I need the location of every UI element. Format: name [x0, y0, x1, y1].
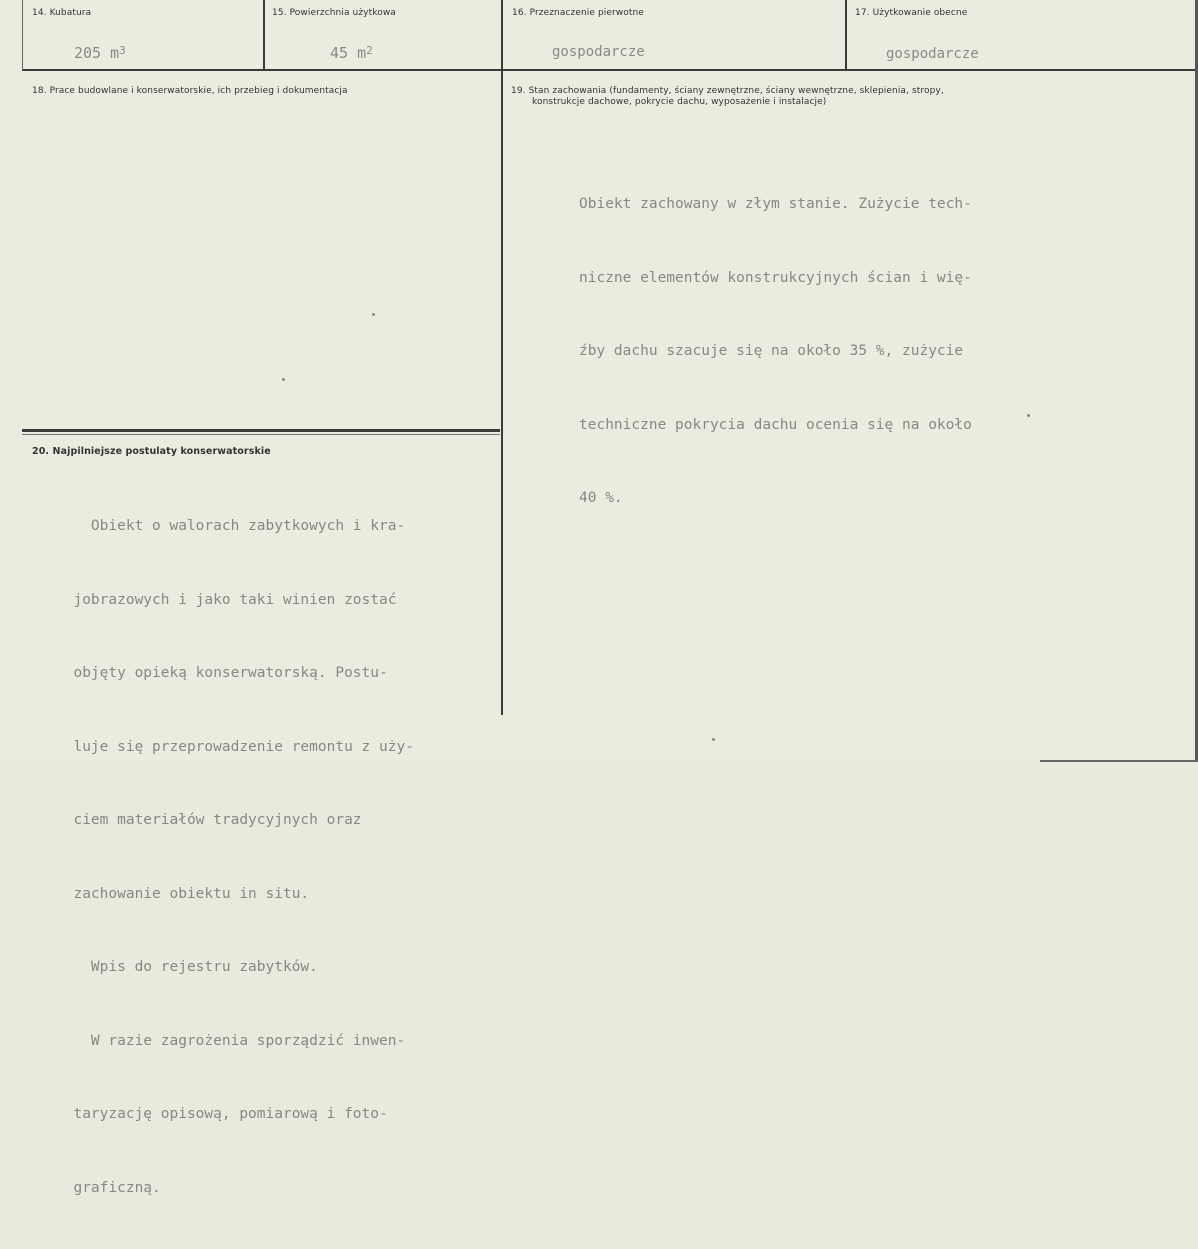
field-16-value: gospodarcze: [552, 44, 645, 60]
field-19-line: techniczne pokrycia dachu ocenia się na około: [579, 416, 972, 433]
field-20-line: graficzną.: [56, 1179, 161, 1196]
field-19-label-line2: konstrukcje dachowe, pokrycie dachu, wyposażenie i instalacje): [532, 97, 827, 107]
field-19-line: 40 %.: [579, 490, 623, 506]
field-20-line: jobrazowych i jako taki winien zostać: [56, 591, 397, 608]
field-19-text: [579, 143, 972, 560]
field-17-label: 17. Użytkowanie obecne: [855, 8, 968, 18]
paper-speck: [712, 738, 715, 741]
field-19-label-line1: 19. Stan zachowania (fundamenty, ściany zewnętrzne, ściany wewnętrzne, sklepienia, stropy,: [511, 86, 944, 96]
field-20-line: ciem materiałów tradycyjnych oraz: [56, 812, 362, 828]
paper-speck: [1027, 414, 1030, 417]
left-margin-rule: [22, 0, 23, 70]
field-20-line: objęty opieką konserwatorską. Postu-: [56, 665, 388, 681]
field-15-exponent: 2: [366, 44, 373, 57]
field-15-value: 45 $m^2$: [330, 44, 373, 62]
field-14-value: 205 $m^3$: [74, 44, 126, 62]
field-14-exponent: 3: [119, 44, 126, 57]
field-20-line: W razie zagrożenia sporządzić inwen-: [56, 1032, 406, 1049]
field-20-text: [56, 465, 414, 1249]
section20-top-rule-thin: [22, 434, 500, 435]
field-20-label: 20. Najpilniejsze postulaty konserwatorskie: [32, 446, 271, 457]
field-19-line: źby dachu szacuje się na około 35 %, zużycie: [579, 343, 964, 359]
field-20-line: Wpis do rejestru zabytków.: [56, 959, 318, 975]
field-20-line: taryzację opisową, pomiarową i foto-: [56, 1106, 388, 1122]
field-19-line: niczne elementów konstrukcyjnych ścian i wię-: [579, 269, 972, 286]
field-15-label: 15. Powierzchnia użytkowa: [272, 8, 396, 18]
paper-speck: [372, 313, 375, 316]
field-18-label: 18. Prace budowlane i konserwatorskie, ich przebieg i dokumentacja: [32, 86, 348, 96]
field-19-line: Obiekt zachowany w złym stanie. Zużycie tech-: [579, 196, 972, 212]
divider-16-17: [845, 0, 847, 70]
paper-speck: [282, 378, 285, 381]
divider-main: [501, 0, 503, 715]
divider-14-15: [263, 0, 265, 70]
top-row-bottom-rule: [22, 69, 1198, 71]
field-17-value: gospodarcze: [886, 46, 979, 62]
section20-top-rule: [22, 429, 500, 432]
field-16-label: 16. Przeznaczenie pierwotne: [512, 8, 644, 18]
field-14-label: 14. Kubatura: [32, 8, 92, 18]
field-20-line: luje się przeprowadzenie remontu z uży-: [56, 738, 414, 755]
field-20-line: zachowanie obiektu in situ.: [56, 885, 310, 902]
field-20-line: Obiekt o walorach zabytkowych i kra-: [56, 518, 406, 534]
